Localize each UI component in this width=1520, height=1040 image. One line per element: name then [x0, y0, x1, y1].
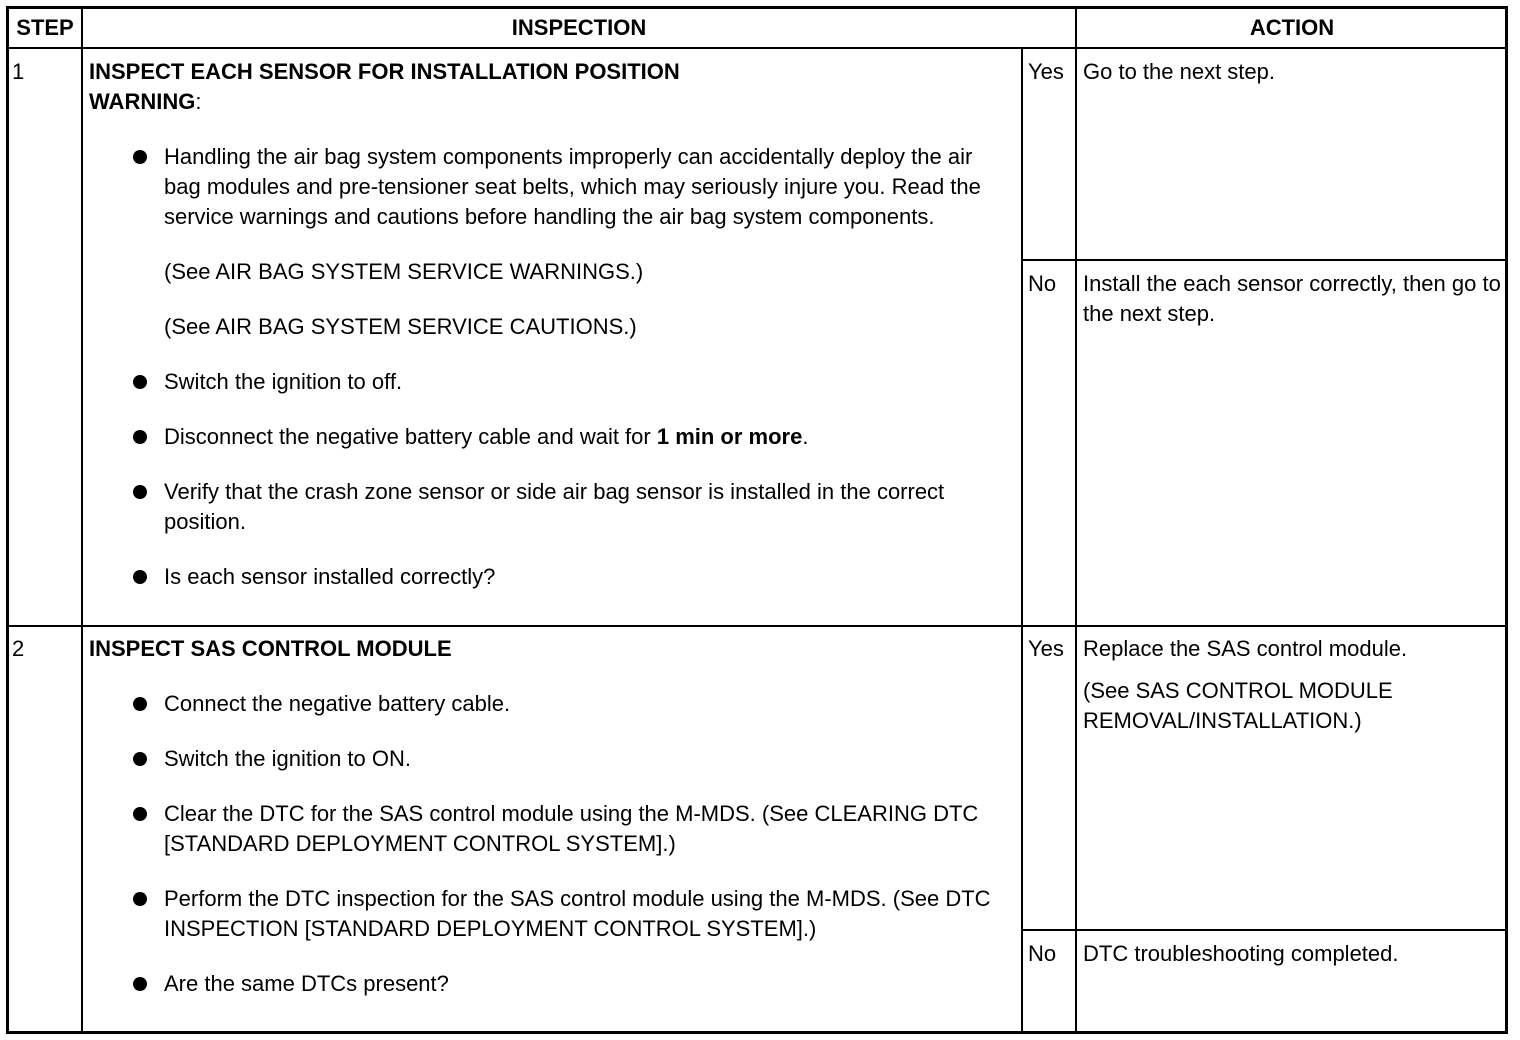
- col-divider-action: [1075, 6, 1077, 1034]
- bullet-icon: [133, 570, 147, 584]
- step-title: INSPECT SAS CONTROL MODULE: [89, 636, 452, 661]
- step-number: 1: [12, 59, 25, 84]
- list-item: Disconnect the negative battery cable and wait for 1 min or more.: [89, 422, 1009, 452]
- row2-yes-no-divider: [1021, 929, 1508, 931]
- step-number: 2: [12, 636, 25, 661]
- reference-text: (See SAS CONTROL MODULE REMOVAL/INSTALLATION.): [1083, 678, 1393, 733]
- col-divider-step: [81, 6, 83, 1034]
- col-divider-yesno: [1021, 48, 1023, 1034]
- bullet-icon: [133, 697, 147, 711]
- bullet-icon: [133, 430, 147, 444]
- bullet-icon: [133, 892, 147, 906]
- list-item: Connect the negative battery cable.: [89, 689, 1009, 719]
- reference-text: (See AIR BAG SYSTEM SERVICE CAUTIONS.): [164, 314, 637, 339]
- row1-yes-no-divider: [1021, 259, 1508, 261]
- list-item: Switch the ignition to ON.: [89, 744, 1009, 774]
- row-divider: [6, 625, 1508, 627]
- no-action: DTC troubleshooting completed.: [1083, 941, 1399, 966]
- list-item: Are the same DTCs present?: [89, 969, 1009, 999]
- list-item: Clear the DTC for the SAS control module using the M-MDS. (See CLEARING DTC [STANDARD DEPLOYMENT CONTROL SYSTEM].): [89, 799, 1009, 859]
- bullet-icon: [133, 485, 147, 499]
- yes-action: Replace the SAS control module. (See SAS CONTROL MODULE REMOVAL/INSTALLATION.): [1083, 634, 1483, 736]
- list-item: Is each sensor installed correctly?: [89, 562, 1009, 592]
- list-item: Handling the air bag system components improperly can accidentally deploy the air bag modules and pre-tensioner seat belts, which may seriously injure you. Read the service warnings and cautions before handling the air bag system components.: [89, 142, 1009, 232]
- warning-heading: WARNING:: [89, 89, 202, 114]
- list-item: Verify that the crash zone sensor or side air bag sensor is installed in the correct position.: [89, 477, 1009, 537]
- header-action: ACTION: [1249, 15, 1335, 40]
- step-title: INSPECT EACH SENSOR FOR INSTALLATION POSITION: [89, 59, 680, 84]
- header-inspection: INSPECTION: [511, 15, 647, 40]
- bullet-icon: [133, 752, 147, 766]
- no-label: No: [1028, 271, 1057, 296]
- yes-label: Yes: [1028, 59, 1064, 84]
- no-action: Install the each sensor correctly, then go to the next step.: [1083, 271, 1501, 326]
- header-divider: [6, 47, 1508, 49]
- list-item: Perform the DTC inspection for the SAS control module using the M-MDS. (See DTC INSPECTION [STANDARD DEPLOYMENT CONTROL SYSTEM].): [89, 884, 1009, 944]
- inspection-cell-1: [89, 57, 1009, 617]
- inspection-cell-2: [89, 634, 1009, 1024]
- reference-text: (See AIR BAG SYSTEM SERVICE WARNINGS.): [164, 259, 644, 284]
- list-item: Switch the ignition to off.: [89, 367, 1009, 397]
- yes-label: Yes: [1028, 636, 1064, 661]
- bullet-icon: [133, 807, 147, 821]
- header-step: STEP: [16, 15, 74, 40]
- bullet-icon: [133, 375, 147, 389]
- bullet-icon: [133, 150, 147, 164]
- no-label: No: [1028, 941, 1057, 966]
- yes-action: Go to the next step.: [1083, 59, 1276, 84]
- bullet-icon: [133, 977, 147, 991]
